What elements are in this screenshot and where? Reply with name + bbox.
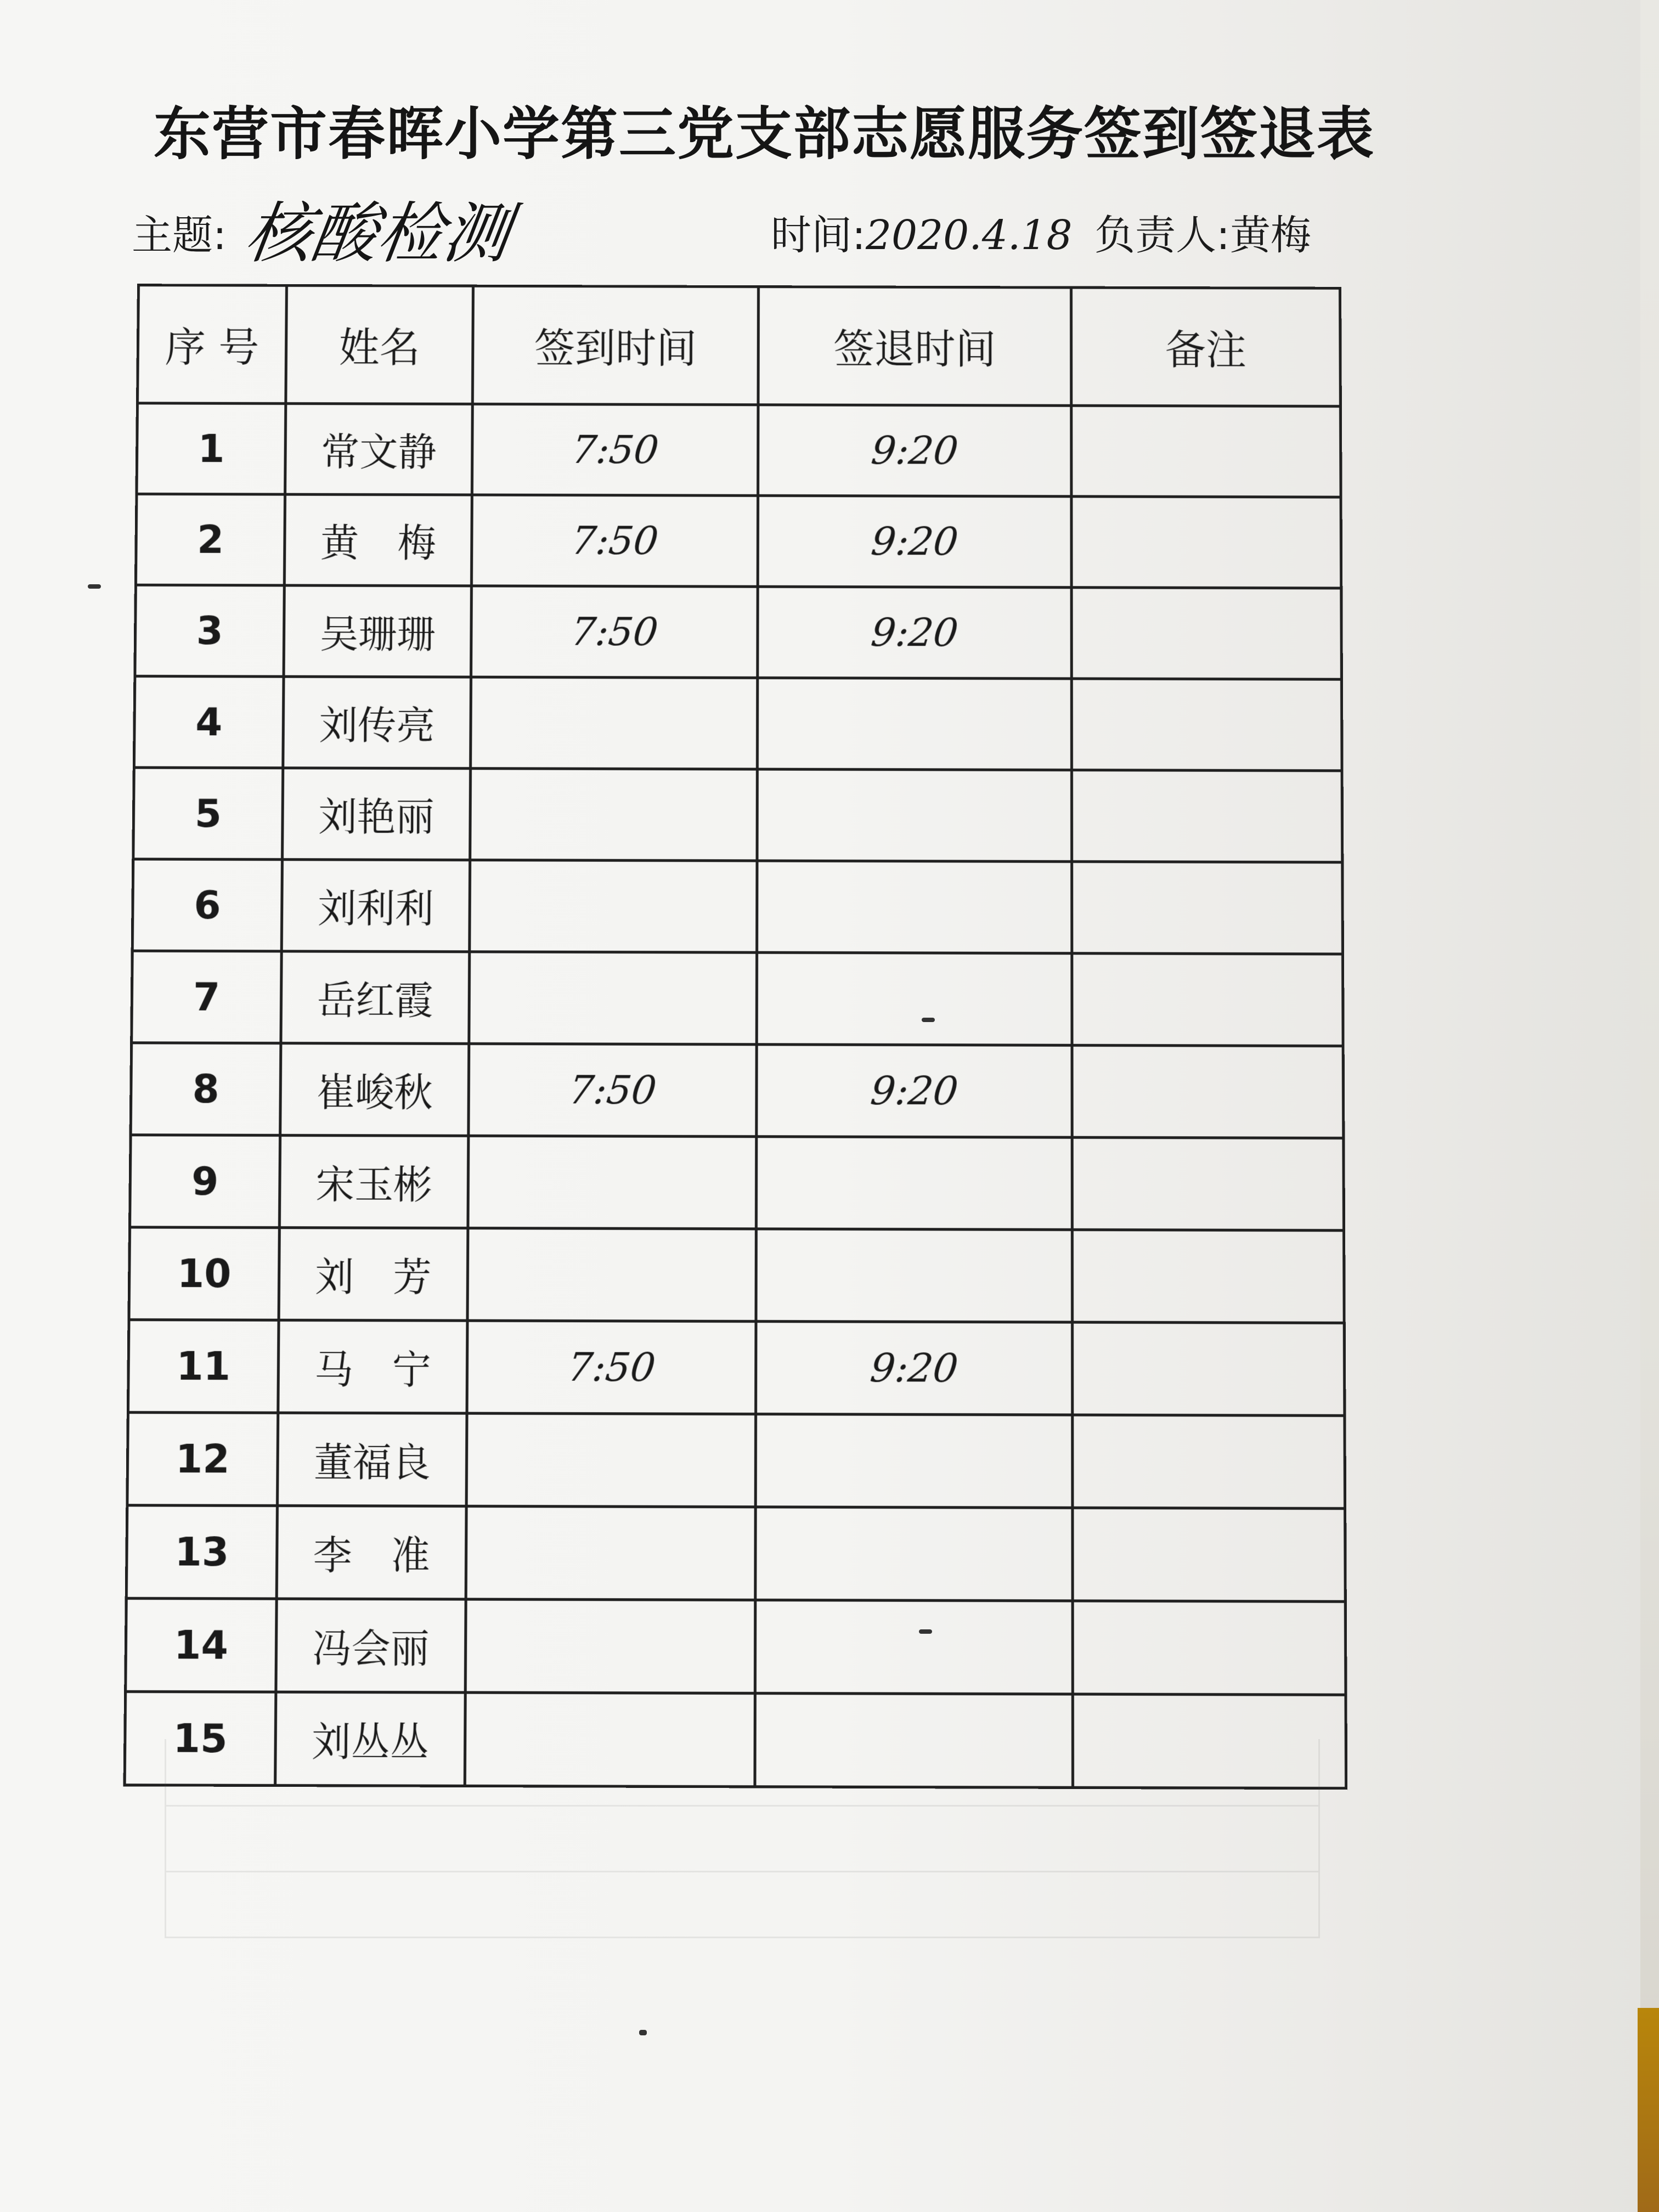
row-name-text: 刘传亮 bbox=[319, 702, 435, 749]
row-number-text: 9 bbox=[191, 1158, 219, 1205]
date-label: 时间: bbox=[771, 212, 866, 259]
date-field bbox=[771, 203, 1073, 261]
row-name-text: 常文静 bbox=[320, 429, 437, 475]
row-name-text: 刘 芳 bbox=[315, 1254, 432, 1301]
paper-speck bbox=[922, 1018, 935, 1022]
row-sign-out-time bbox=[755, 1600, 1073, 1694]
row-name bbox=[278, 1320, 467, 1413]
row-sign-in-time bbox=[471, 677, 758, 769]
row-number-text: 13 bbox=[174, 1528, 229, 1576]
row-name-text: 李 准 bbox=[313, 1532, 430, 1579]
row-name-text: 刘丛丛 bbox=[311, 1718, 429, 1766]
table-row bbox=[135, 585, 1342, 679]
row-number-text: 11 bbox=[176, 1343, 231, 1390]
table-row bbox=[129, 1227, 1344, 1323]
row-sign-in-time bbox=[466, 1506, 755, 1600]
row-sign-out-time bbox=[757, 678, 1071, 770]
bleed-through-table bbox=[165, 1739, 1320, 1938]
row-sign-out-time-text: 9:20 bbox=[868, 518, 961, 565]
row-name bbox=[277, 1413, 467, 1506]
row-number bbox=[132, 951, 282, 1043]
header-notes: 备注 bbox=[1071, 287, 1341, 407]
row-sign-in-time-text: 7:50 bbox=[568, 609, 661, 655]
row-name-text: 刘利利 bbox=[317, 885, 434, 932]
row-sign-out-time bbox=[757, 1045, 1072, 1137]
row-name-text: 刘艳丽 bbox=[318, 794, 435, 840]
row-sign-in-time bbox=[470, 860, 757, 953]
row-sign-in-time bbox=[467, 1321, 756, 1414]
row-sign-out-time bbox=[758, 495, 1071, 587]
row-sign-in-time bbox=[471, 495, 758, 586]
row-note bbox=[1072, 953, 1343, 1046]
row-number bbox=[128, 1320, 279, 1413]
bleed-through-line bbox=[166, 1805, 1318, 1807]
row-note bbox=[1072, 1229, 1344, 1323]
table-row bbox=[133, 768, 1342, 862]
row-number-text: 2 bbox=[196, 517, 224, 562]
row-sign-in-time-text: 7:50 bbox=[569, 518, 661, 564]
row-number-text: 5 bbox=[194, 791, 222, 837]
row-sign-out-time bbox=[755, 1414, 1073, 1508]
table-row bbox=[132, 859, 1342, 954]
row-note bbox=[1073, 1322, 1345, 1415]
table-header-row bbox=[137, 285, 1340, 407]
row-sign-in-time-text: 7:50 bbox=[565, 1344, 658, 1391]
row-sign-out-time bbox=[756, 1322, 1073, 1415]
desk-surface bbox=[1638, 2008, 1659, 2212]
row-sign-in-time-text: 7:50 bbox=[569, 427, 661, 473]
table-body bbox=[125, 403, 1346, 1788]
table-row bbox=[132, 951, 1344, 1046]
row-sign-in-time bbox=[467, 1228, 756, 1322]
row-number bbox=[137, 403, 286, 494]
row-number bbox=[135, 585, 284, 676]
row-sign-out-time bbox=[757, 861, 1072, 953]
bleed-through-line bbox=[166, 1871, 1318, 1872]
row-note bbox=[1071, 496, 1341, 588]
row-note bbox=[1071, 770, 1342, 862]
row-number-text: 7 bbox=[193, 974, 221, 1020]
header-name: 姓名 bbox=[286, 285, 473, 404]
header-number: 序 号 bbox=[137, 285, 286, 404]
row-sign-out-time-text: 9:20 bbox=[869, 427, 961, 473]
row-number bbox=[131, 1043, 281, 1136]
row-note bbox=[1072, 1137, 1344, 1231]
row-sign-out-time bbox=[756, 1229, 1073, 1322]
row-name bbox=[282, 768, 470, 860]
row-sign-out-time bbox=[755, 1507, 1073, 1601]
subject-handwritten: 核酸检测 bbox=[240, 196, 515, 272]
row-name bbox=[283, 676, 471, 768]
date-handwritten: 2020.4.18 bbox=[865, 212, 1073, 259]
row-name-text: 黄 梅 bbox=[320, 520, 436, 566]
row-sign-out-time bbox=[756, 1137, 1072, 1230]
table-row bbox=[131, 1043, 1344, 1138]
row-number-text: 1 bbox=[198, 426, 225, 472]
row-number bbox=[129, 1227, 279, 1320]
row-number-text: 6 bbox=[194, 882, 221, 928]
paper-speck bbox=[88, 584, 101, 589]
leader-label: 负责人: bbox=[1094, 212, 1230, 259]
row-sign-out-time bbox=[757, 769, 1072, 861]
signin-table bbox=[123, 284, 1348, 1790]
row-number bbox=[127, 1412, 278, 1505]
row-name bbox=[276, 1599, 466, 1692]
table-row bbox=[127, 1412, 1345, 1508]
row-sign-out-time-text: 9:20 bbox=[868, 1068, 961, 1114]
table-row bbox=[128, 1320, 1345, 1416]
row-name-text: 宋玉彬 bbox=[315, 1161, 432, 1208]
row-number-text: 14 bbox=[173, 1622, 229, 1669]
row-sign-out-time-text: 9:20 bbox=[868, 1345, 961, 1391]
table-row bbox=[130, 1135, 1344, 1231]
row-sign-in-time bbox=[472, 404, 758, 495]
table-row bbox=[126, 1598, 1346, 1695]
row-name bbox=[281, 860, 470, 952]
table-row bbox=[126, 1505, 1345, 1602]
row-sign-in-time bbox=[469, 1043, 757, 1136]
leader-name: 黄梅 bbox=[1229, 212, 1311, 259]
row-sign-out-time-text: 9:20 bbox=[868, 610, 961, 656]
table-row bbox=[134, 676, 1342, 771]
document-title: 东营市春晖小学第三党支部志愿服务签到签退表 bbox=[154, 100, 1375, 167]
row-name bbox=[285, 404, 473, 495]
header-sign-out-time: 签退时间 bbox=[758, 287, 1071, 406]
row-note bbox=[1072, 1045, 1344, 1138]
row-note bbox=[1071, 588, 1341, 680]
row-number-text: 3 bbox=[196, 608, 223, 654]
row-sign-out-time bbox=[758, 405, 1071, 496]
row-sign-in-time bbox=[470, 769, 758, 861]
row-number bbox=[136, 494, 285, 585]
paper-speck bbox=[639, 2030, 647, 2035]
row-name-text: 马 宁 bbox=[314, 1346, 431, 1393]
row-sign-out-time bbox=[758, 586, 1071, 679]
row-sign-in-time bbox=[465, 1599, 755, 1693]
table-row bbox=[137, 403, 1341, 497]
row-number-text: 10 bbox=[177, 1250, 232, 1297]
row-name bbox=[276, 1506, 466, 1600]
row-name-text: 岳红霞 bbox=[317, 977, 433, 1024]
row-name bbox=[279, 1135, 469, 1228]
row-name bbox=[284, 494, 472, 586]
row-number bbox=[134, 676, 284, 768]
row-name-text: 吴珊珊 bbox=[319, 611, 436, 657]
row-name bbox=[284, 585, 471, 677]
row-note bbox=[1071, 679, 1342, 771]
row-note bbox=[1073, 1415, 1345, 1509]
row-note bbox=[1072, 861, 1343, 954]
row-name bbox=[281, 951, 470, 1043]
row-number-text: 12 bbox=[175, 1436, 230, 1482]
row-name-text: 董福良 bbox=[313, 1439, 431, 1486]
row-number bbox=[126, 1505, 277, 1599]
row-sign-in-time bbox=[471, 586, 758, 678]
row-sign-out-time bbox=[757, 952, 1072, 1045]
row-note bbox=[1073, 1508, 1345, 1601]
row-name bbox=[279, 1228, 468, 1321]
row-name-text: 崔峻秋 bbox=[316, 1069, 433, 1116]
row-number-text: 8 bbox=[192, 1066, 220, 1112]
row-sign-in-time bbox=[466, 1413, 755, 1507]
row-number bbox=[133, 768, 283, 860]
row-number bbox=[126, 1598, 277, 1692]
row-sign-in-time bbox=[469, 952, 757, 1045]
row-note bbox=[1073, 1601, 1346, 1695]
row-note bbox=[1071, 405, 1341, 497]
row-sign-in-time-text: 7:50 bbox=[566, 1067, 659, 1113]
leader-field bbox=[1094, 203, 1311, 261]
row-name bbox=[280, 1043, 469, 1136]
paper-speck bbox=[919, 1629, 932, 1634]
signin-table-wrapper bbox=[123, 284, 1345, 1766]
row-name-text: 冯会丽 bbox=[312, 1625, 430, 1672]
table-row bbox=[136, 494, 1341, 588]
row-number-text: 4 bbox=[195, 699, 223, 745]
row-number bbox=[132, 859, 282, 951]
row-number-text: 15 bbox=[173, 1715, 228, 1762]
row-number bbox=[130, 1135, 280, 1228]
subject-label: 主题: bbox=[132, 212, 227, 259]
header-sign-in-time: 签到时间 bbox=[472, 286, 758, 405]
row-sign-in-time bbox=[468, 1136, 757, 1229]
